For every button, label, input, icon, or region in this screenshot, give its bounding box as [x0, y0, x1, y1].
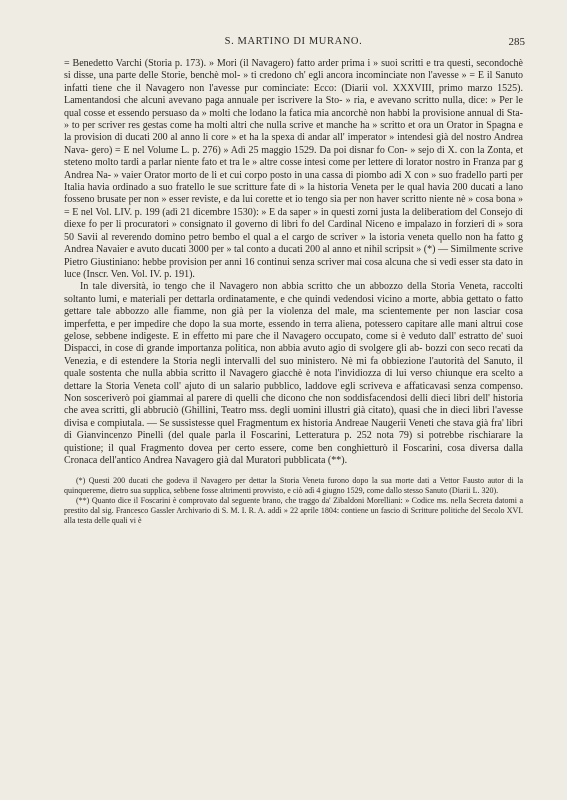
running-head: S. MARTINO DI MURANO.	[224, 36, 363, 47]
footnote-2: (**) Quanto dice il Foscarini è comprovato dal seguente brano, che traggo da' Zibaldoni Morelliani: » Codice ms. nella Secreta datomi a prestito dal sig. Francesco Gassler Archivario di S. M. I. R. A. addì » 22 aprile 1804: contiene un fascio di Scritture politiche del Secolo XVI. alla testa delle quali vi è	[64, 496, 523, 526]
footnotes	[64, 476, 523, 526]
paragraph-opinion: In tale diversità, io tengo che il Navagero non abbia scritto che un abbozzo della Storia Veneta, raccolti soltanto lumi, e materiali per dettarla ordinatamente, e che quindi vedendosi vicino a morte, abbia gettato o fatto gettare tale abbozzo alle fiamme, non già per la violenza del male, ma scientemente per non lasciar cosa imperfetta, e per impedire che dopo la sua morte, essendo in terra aliena, potessero capitare alle mani altrui cose gelose, sebbene indigeste. E in effetto mi pare che il Navagero occupato, come si è veduto dall' estratto de' suoi Dispacci, in cose di grande importanza politica, non abbia avuto agio di svolgere gli ab- bozzi con seco recati da Venezia, e di estendere la Storia negli intervalli del suo ministero. Nè mi fa obbiezione l'autorità del Sanuto, il quale sostenta che nulla abbia scritto il Navagero giacchè è nota l'invidiozza di lui verso chiunque era scelto a dettare la Storia Veneta coll' ajuto di un salario pubblico, laddove egli scriveva e affaticavasi senza compenso. Non sosceriverò poi giammai al parere di quelli che dicono che non soddisfacendosi delli dieci libri dell' historia che avea scritti, gli abbruciò (Ghillini, Teatro mss. degli uomini illustri già citato), quasi che in dieci libri l'avesse divisa e compiutala. — Se sussistesse quel Fragmentum ex historia Andreae Naugerii Veneti che stava già fra' libri di Gianvincenzo Pinelli (del quale parla il Foscarini, Letteratura p. 252 nota 79) si potrebbe rischiarare la quistione; il qual Fragmento dovea per certo essere, come ben conghietturò il Foscarini, cosa diversa dalla Cronaca dell'antico Andrea Navagero già dal Muratori pubblicata (**).	[64, 281, 523, 466]
paragraph-quotations: = Benedetto Varchi (Storia p. 173). » Mori (il Navagero) fatto arder prima i » suoi scritti e tra questi, secondochè si disse, una parte delle Storie, benchè mol- » ti credono ch' egli ancora incominciate non l'avesse » = E il Sanuto infatti tiene che il Navagero non l'avesse pur cominciate: Ecco: (Diarii vol. XXXVIII, primo marzo 1525). Lamentandosi che alcuni avevano paga annuale per iscrivere la Sto- » ria, e avevano scritto nulla, dice: » Per le qual cosse et essendo persuaso da » molti che lodano la fatica mia ancorchè non habbi la provisione annual di Sta- » to per scriver res gestas come ha molti altri che nulla scrive et manche ha » scritto et ora un Orator in Spagna e la provision di ducati 200 al anno li core » et ha la spexa di andar all' imperator » intendesi già del nostro Andrea Nava- gero) = E nel Volume L. p. 276) » Adì 25 maggio 1529. Da poi disnar fo Con- » sejo di X. con la Zonta, et steteno molto tardi a parlar niente fato et tra le » altre cosse intesi come per lettere di lorator nostro in Franza par g Andrea Na- » vaier Orator morto de li et cui corpo posto in una cassa di piombo adi X con » suo fradello parti per Italia havia ordinado a suo fratello le sue scritture fate di » la historia Veneta per le qual havia 200 ducati a lano fosseno brusate per non » esser reviste, e da lui corette et io tengo sia per non haver scritto niente nè » cosa bona » = E nel Vol. LIV. p. 199 (adì 21 dicembre 1530): » E da saper » in questi zorni justa la deliberatiom del Consejo di diexe fo per li procuratori » consignato il governo di libri fo del Cardinal Niceno e impalazo in forzieri di » sora 50 Savii al reverendo domino petro bembo el qual a el cargo de scriver » la istoria veneta quello non ha fatto g Andrea Navaier e avuto ducati 3000 per » tal conto a ducati 200 al anno et nihil scripsit » (*) — Similmente scrive Pietro Giustiniano: hebbe provision per anni 16 continui senza scriver mai cosa alcuna che si vedi esser sta dato in luce (Inscr. Ven. Vol. IV. p. 191).	[64, 58, 523, 280]
page-number: 285	[508, 36, 525, 48]
page-header	[64, 36, 523, 54]
main-text	[64, 58, 523, 467]
footnote-1: (*) Questi 200 ducati che godeva il Navagero per dettar la Storia Veneta furono dopo la sua morte dati a Vettor Fausto autor di la quinquereme, dietro sua supplica, sebbene fosse altrimenti provvisto, e ciò adì 4 giugno 1529, come dallo stesso Sanuto (Diarii L. 320).	[64, 476, 523, 496]
